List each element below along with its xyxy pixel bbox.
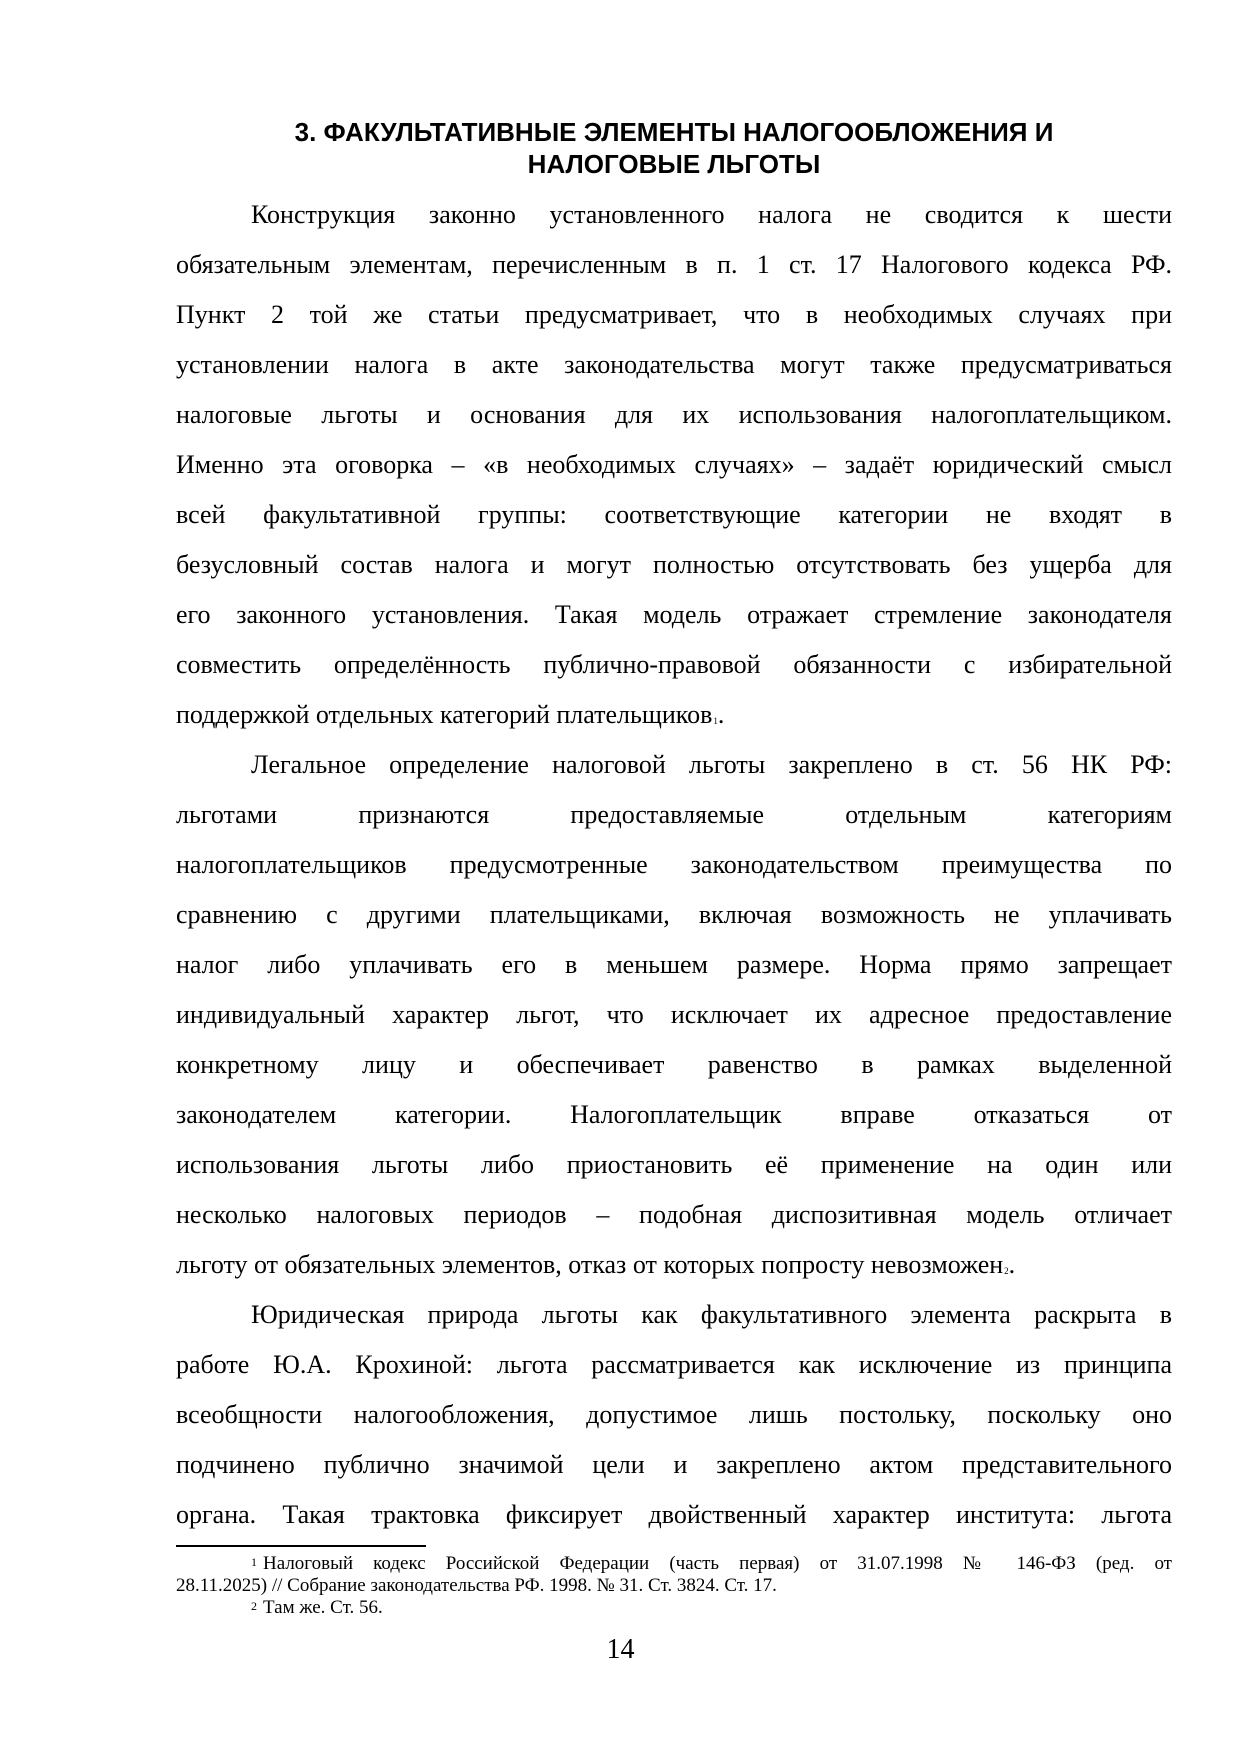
paragraph-line: несколько налоговых периодов – подобная диспозитивная модель отличает xyxy=(176,1200,1172,1229)
paragraph-line: подчинено публично значимой цели и закреплено актом представительного xyxy=(176,1450,1172,1479)
footnote-ref-2[interactable]: 2 xyxy=(1004,1266,1009,1276)
paragraph-line: конкретному лицу и обеспечивает равенство в рамках выделенной xyxy=(176,1050,1172,1079)
paragraph-line: органа. Такая трактовка фиксирует двойственный характер института: льгота xyxy=(176,1500,1172,1529)
footnote-number: 1 xyxy=(251,1555,257,1569)
paragraph-line: Именно эта оговорка – «в необходимых случаях» – задаёт юридический смысл xyxy=(176,450,1172,479)
paragraph-line: всеобщности налогообложения, допустимое лишь постольку, поскольку оно xyxy=(176,1400,1172,1429)
footnote-line: 28.11.2025) // Собрание законодательства РФ. 1998. № 31. Ст. 3824. Ст. 17. xyxy=(176,1575,777,1596)
paragraph-line: льготами признаются предоставляемые отдельным категориям xyxy=(176,800,1172,829)
paragraph-line: налоговые льготы и основания для их использования налогоплательщиком. xyxy=(176,400,1172,429)
footnote-text: Там же. Ст. 56. xyxy=(263,1597,383,1618)
footnote-ref-1[interactable]: 1 xyxy=(713,716,718,726)
paragraph-line: Конструкция законно установленного налога не сводится к шести xyxy=(251,200,1172,229)
footnote-separator xyxy=(176,1545,426,1547)
section-heading xyxy=(150,116,1198,180)
paragraph-line: совместить определённость публично-правовой обязанности с избирательной xyxy=(176,650,1172,679)
paragraph-line: индивидуальный характер льгот, что исключает их адресное предоставление xyxy=(176,1000,1172,1029)
footnote-2 xyxy=(176,1597,1172,1619)
paragraph-line: законодателем категории. Налогоплательщик вправе отказаться от xyxy=(176,1100,1172,1129)
paragraph-2 xyxy=(176,740,1172,1290)
paragraph-line: сравнению с другими плательщиками, включая возможность не уплачивать xyxy=(176,900,1172,929)
paragraph-line: безусловный состав налога и могут полностью отсутствовать без ущерба для xyxy=(176,550,1172,579)
footnote-line xyxy=(176,1553,1172,1575)
paragraph-line-last xyxy=(176,1240,1172,1290)
paragraph-tail: . xyxy=(1008,1250,1016,1279)
footnotes xyxy=(176,1553,1172,1619)
paragraph-line: налогоплательщиков предусмотренные законодательством преимущества по xyxy=(176,850,1172,879)
paragraph-line: обязательным элементам, перечисленным в п. 1 ст. 17 Налогового кодекса РФ. xyxy=(176,250,1172,279)
paragraph-line: использования льготы либо приостановить её применение на один или xyxy=(176,1150,1172,1179)
paragraph-line-last xyxy=(176,690,1172,740)
paragraph-line: налог либо уплачивать его в меньшем размере. Норма прямо запрещает xyxy=(176,950,1172,979)
page-number: 14 xyxy=(606,1634,635,1665)
footnote-number: 2 xyxy=(251,1599,257,1613)
paragraph-line: всей факультативной группы: соответствующие категории не входят в xyxy=(176,500,1172,529)
paragraph-line-text: поддержкой отдельных категорий плательщиков xyxy=(176,700,713,729)
paragraph-line: Пункт 2 той же статьи предусматривает, что в необходимых случаях при xyxy=(176,300,1172,329)
footnote-1 xyxy=(176,1553,1172,1597)
paragraph-line-text: льготу от обязательных элементов, отказ от которых попросту невозможен xyxy=(176,1250,1004,1279)
paragraph-line: работе Ю.А. Крохиной: льгота рассматривается как исключение из принципа xyxy=(176,1350,1172,1379)
paragraph-line: Легальное определение налоговой льготы закреплено в ст. 56 НК РФ: xyxy=(251,750,1172,779)
paragraph-1 xyxy=(176,190,1172,740)
body-text xyxy=(176,190,1172,1540)
footnote-line xyxy=(176,1597,1172,1619)
paragraph-3 xyxy=(176,1290,1172,1540)
footnote-text: Налоговый кодекс Российской Федерации (часть первая) от 31.07.1998 № 146-ФЗ (ред. от xyxy=(263,1553,1172,1574)
section-heading-line-1: 3. ФАКУЛЬТАТИВНЫЕ ЭЛЕМЕНТЫ НАЛОГООБЛОЖЕНИЯ И xyxy=(294,117,1054,147)
paragraph-line: Юридическая природа льготы как факультативного элемента раскрыта в xyxy=(251,1300,1172,1329)
paragraph-line: его законного установления. Такая модель отражает стремление законодателя xyxy=(176,600,1172,629)
paragraph-tail: . xyxy=(717,700,725,729)
paragraph-line: установлении налога в акте законодательства могут также предусматриваться xyxy=(176,350,1172,379)
section-heading-line-2: НАЛОГОВЫЕ ЛЬГОТЫ xyxy=(527,149,821,179)
